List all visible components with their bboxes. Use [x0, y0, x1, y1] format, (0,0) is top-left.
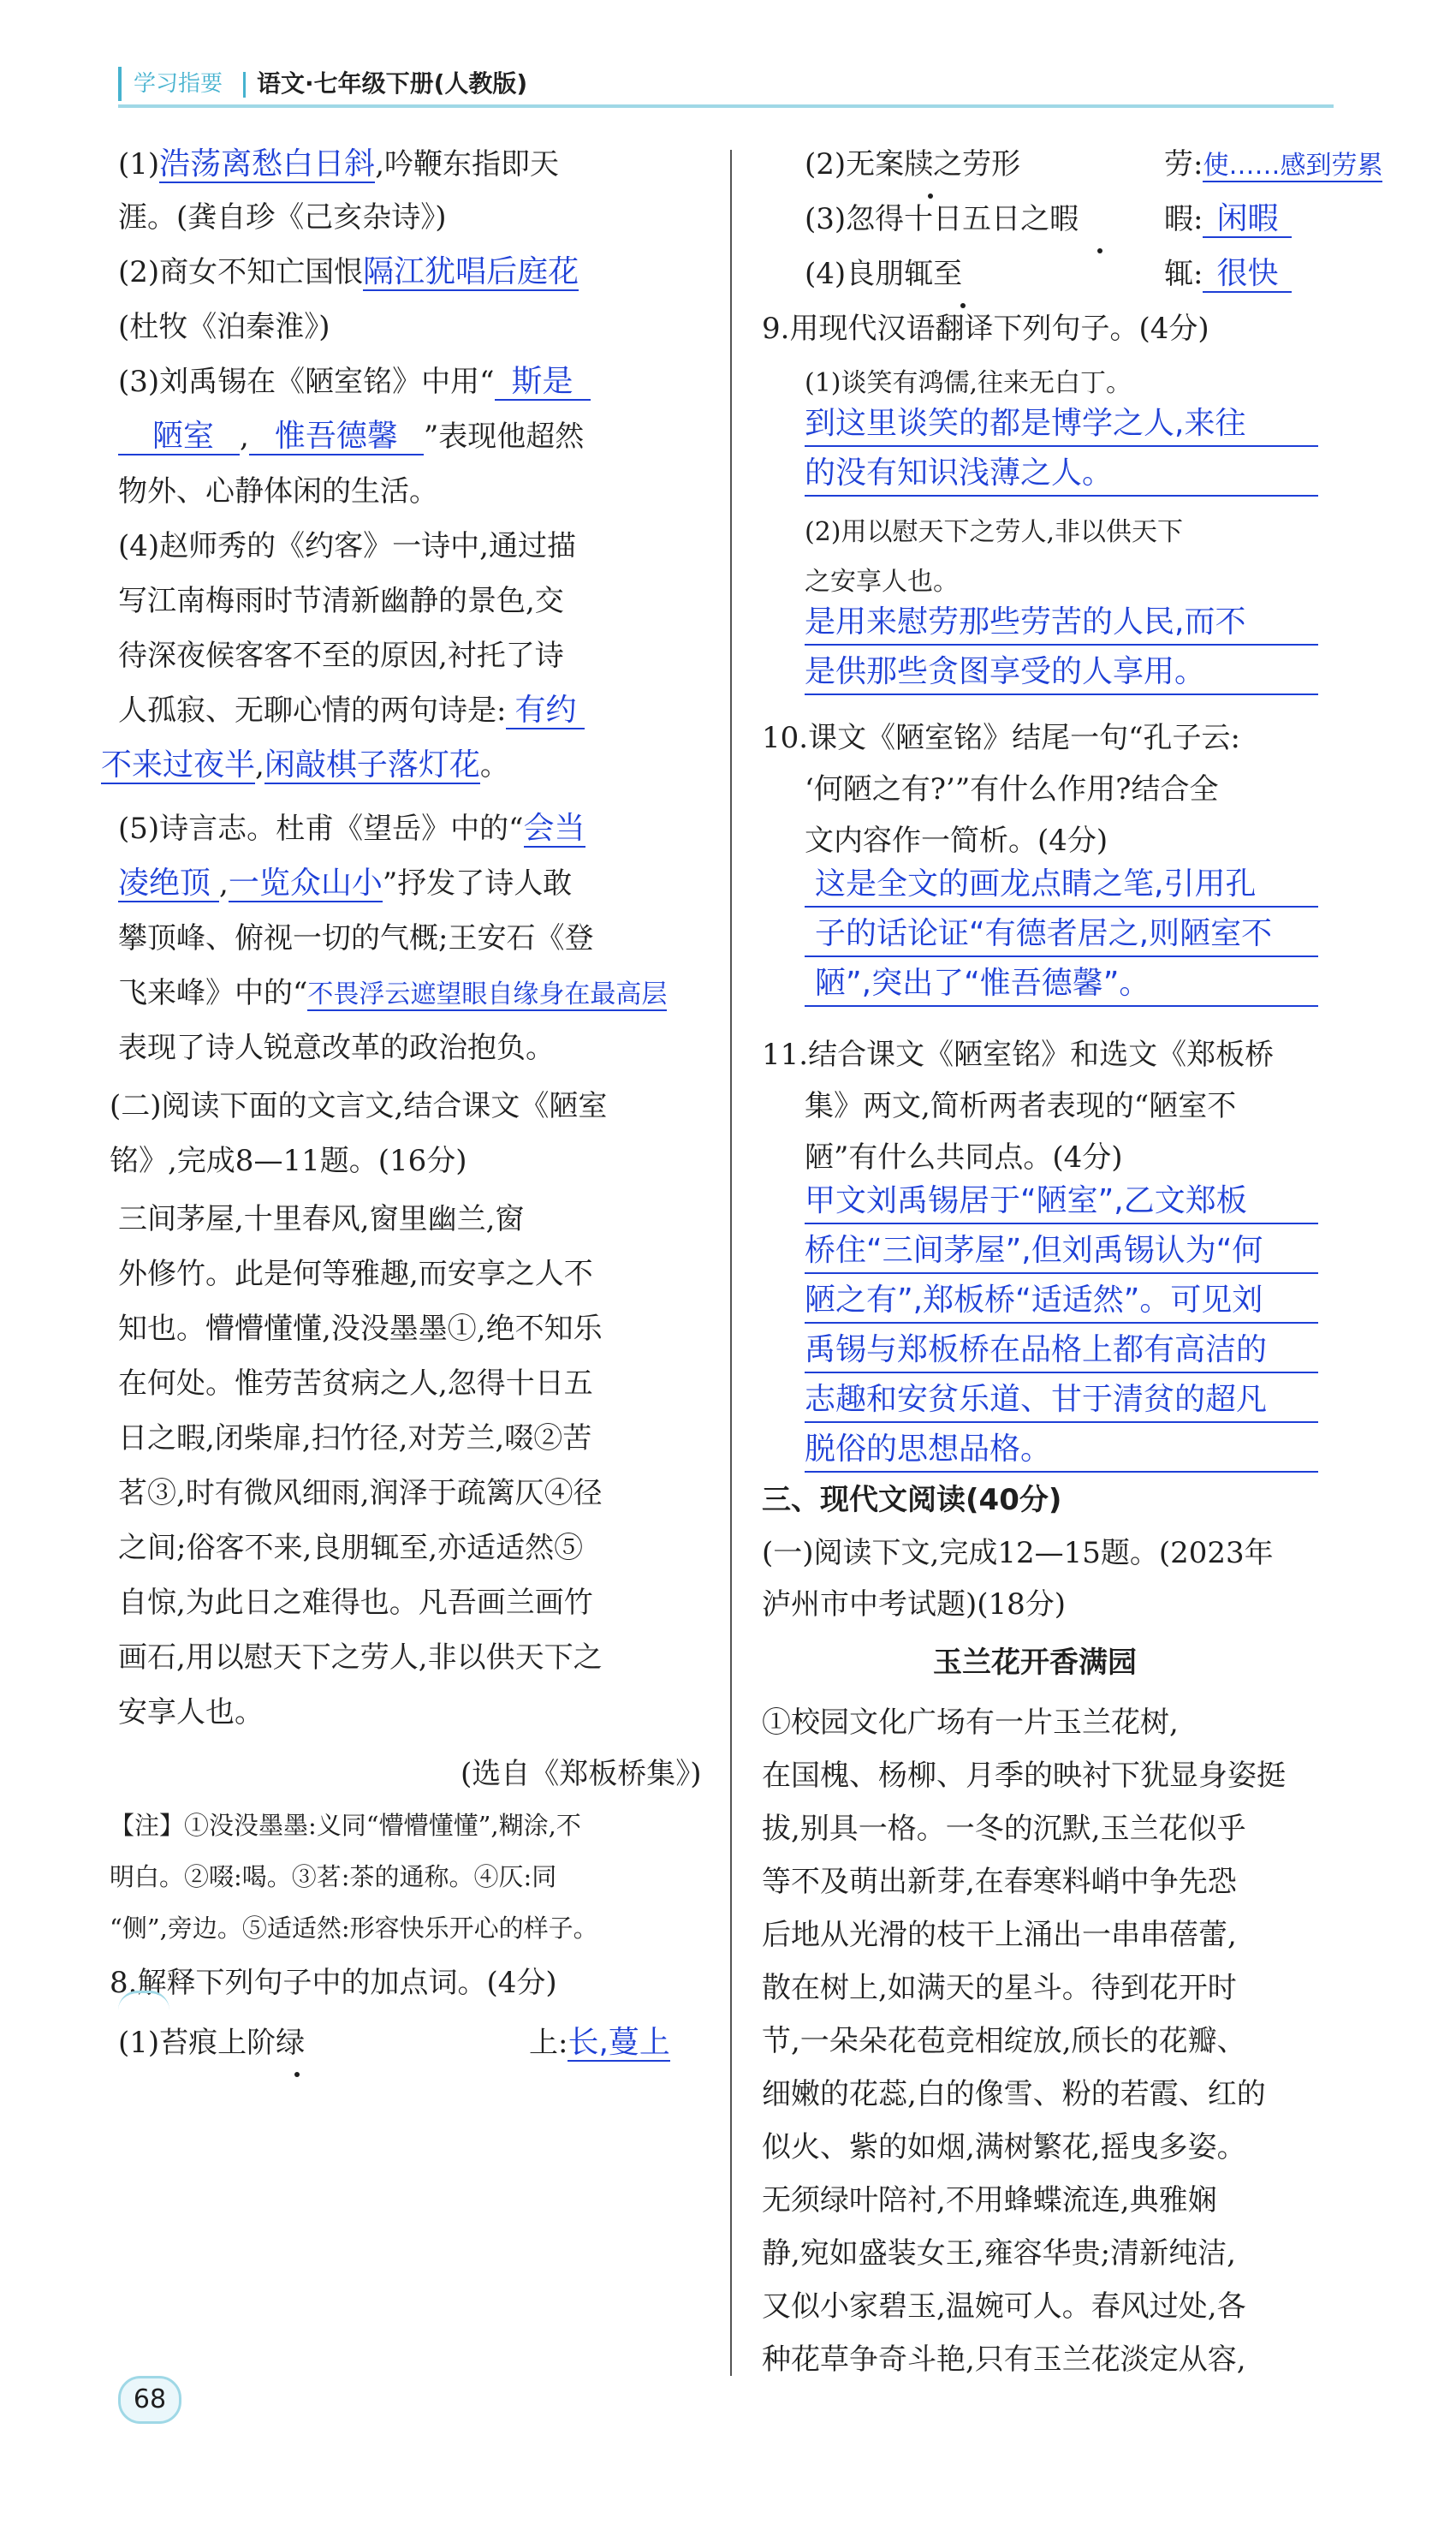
answer-underline [805, 495, 1318, 497]
text-line: 细嫩的花蕊,白的像雪、粉的若霞、红的 [762, 2077, 1266, 2111]
q8-heading: 8.解释下列句子中的加点词。(4分) [110, 1966, 557, 2000]
series-badge: 学习指要 [118, 67, 235, 101]
q4-line2: 写江南梅雨时节清新幽静的景色,交 [118, 584, 564, 618]
answer-text: 陋”,突出了“惟吾德馨”。 [815, 966, 1150, 1001]
q3-line1: (3)刘禹锡在《陋室铭》中用“ 斯是 [118, 363, 591, 401]
q11: 11.结合课文《陋室铭》和选文《郑板桥 [762, 1038, 1275, 1072]
answer-text: 陋室 [118, 419, 240, 455]
q3-line3: 物外、心静体闲的生活。 [118, 474, 438, 509]
answer-text: 长,蔓上 [568, 2025, 670, 2060]
answer-text: 使……感到劳累 [1203, 151, 1383, 181]
answer-underline [805, 694, 1318, 695]
q1-line: (1)浩荡离愁白日斜,吟鞭东指即天 [118, 146, 559, 182]
q2-line: (2)商女不知亡国恨隔江犹唱后庭花 [118, 254, 579, 289]
emphasis-dot [1097, 248, 1102, 253]
header-rule [118, 104, 1334, 108]
q8-2: (2)无案牍之劳形 [805, 147, 1021, 182]
text-line: 静,宛如盛装女王,雍容华贵;清新纯洁, [762, 2236, 1236, 2271]
answer-text: 会当 [523, 811, 585, 846]
answer-text: 子的话论证“有德者居之,则陋室不 [815, 916, 1273, 951]
emphasis-dot [294, 2072, 300, 2077]
answer-text: 有约 [506, 693, 585, 729]
section3-1: (一)阅读下文,完成12—15题。(2023年 [762, 1536, 1274, 1570]
answer-text: 这是全文的画龙点睛之笔,引用孔 [815, 866, 1257, 902]
column-divider [730, 150, 732, 2376]
answer-text: 禹锡与郑板桥在品格上都有高洁的 [805, 1332, 1268, 1367]
section2-line1: (二)阅读下面的文言文,结合课文《陋室 [110, 1089, 608, 1123]
answer-underline [805, 1005, 1318, 1007]
text-line: 种花草争奇斗艳,只有玉兰花淡定从容, [762, 2342, 1246, 2377]
text-line: 散在树上,如满天的星斗。待到花开时 [762, 1971, 1237, 2005]
section3-1: 泸州市中考试题)(18分) [762, 1587, 1067, 1622]
book-title: 语文·七年级下册(人教版) [257, 69, 528, 98]
answer-underline [805, 955, 1318, 957]
answer-text: 凌绝顶 [118, 866, 219, 902]
emphasis-dot [928, 193, 933, 199]
q4-line1: (4)赵师秀的《约客》一诗中,通过描 [118, 529, 576, 563]
answer-text: 惟吾德馨 [249, 419, 424, 455]
text-line: 知也。懵懵懂懂,没没墨墨①,绝不知乐 [118, 1312, 603, 1346]
q5-line3: 攀顶峰、俯视一切的气概;王安石《登 [118, 921, 594, 955]
q1-line2: 涯。(龚自珍《己亥杂诗》) [118, 200, 447, 235]
q5-line2: 凌绝顶 ,一览众山小”抒发了诗人敢 [118, 866, 573, 901]
text-line: ①校园文化广场有一片玉兰花树, [762, 1706, 1179, 1740]
text-line: 自惊,为此日之难得也。凡吾画兰画竹 [118, 1586, 593, 1620]
q8-1: (1)苔痕上阶绿 [118, 2026, 306, 2060]
text-line: 无须绿叶陪衬,不用蜂蝶流连,典雅娴 [762, 2183, 1217, 2217]
q8-2-word: 劳:使……感到劳累 [1164, 147, 1383, 182]
q9-2: 之安享人也。 [805, 567, 959, 597]
answer-underline [805, 1421, 1318, 1423]
answer-text: 很快 [1203, 256, 1292, 293]
q9-1: (1)谈笑有鸿儒,往来无白丁。 [805, 368, 1132, 398]
note-line: 【注】①没没墨墨:义同“懵懵懂懂”,糊涂,不 [110, 1811, 581, 1840]
q8-3-word: 暇: 闲暇 [1164, 200, 1292, 238]
answer-text: 的没有知识浅薄之人。 [805, 455, 1114, 491]
q2-line2: (杜牧《泊秦淮》) [118, 310, 330, 344]
q8-4: (4)良朋辄至 [805, 257, 963, 291]
q8-1-word: 上:长,蔓上 [529, 2025, 670, 2060]
answer-text: 闲暇 [1203, 201, 1292, 238]
answer-text: 一览众山小 [228, 866, 383, 901]
answer-text: 桥住“三间茅屋”,但刘禹锡认为“何 [805, 1233, 1263, 1268]
text-line: 似火、紫的如烟,满树繁花,摇曳多姿。 [762, 2130, 1246, 2164]
answer-text: 斯是 [495, 364, 591, 401]
note-line: “侧”,旁边。⑤适适然:形容快乐开心的样子。 [110, 1914, 598, 1943]
text-line: 画石,用以慰天下之劳人,非以供天下之 [118, 1640, 603, 1675]
text-line: 节,一朵朵花苞竞相绽放,颀长的花瓣、 [762, 2024, 1246, 2058]
answer-text: 不来过夜半 [101, 747, 256, 783]
q3-line2: 陋室 , 惟吾德馨 ”表现他超然 [118, 418, 584, 455]
header-separator [243, 72, 246, 98]
q10: ‘何陋之有?’”有什么作用?结合全 [805, 772, 1219, 807]
q5-line1: (5)诗言志。杜甫《望岳》中的“会当 [118, 811, 585, 846]
page-header [118, 67, 1334, 104]
answer-text: 隔江犹唱后庭花 [363, 254, 579, 289]
q8-4-word: 辄: 很快 [1164, 255, 1292, 293]
answer-underline [805, 1223, 1318, 1224]
text-line: 在何处。惟劳苦贫病之人,忽得十日五 [118, 1366, 593, 1401]
text-line: 茗③,时有微风细雨,润泽于疏篱仄④径 [118, 1476, 603, 1510]
q5-line5: 表现了诗人锐意改革的政治抱负。 [118, 1031, 555, 1065]
emphasis-dot [960, 303, 966, 308]
text-line: 之间;俗客不来,良朋辄至,亦适适然⑤ [118, 1531, 584, 1565]
section2-line2: 铭》,完成8—11题。(16分) [110, 1144, 467, 1178]
q4-line4: 人孤寂、无聊心情的两句诗是: 有约 [118, 692, 585, 729]
q4-line5: 不来过夜半,闲敲棋子落灯花。 [101, 747, 509, 783]
passage-source: (选自《郑板桥集》) [461, 1757, 702, 1791]
text-line: 又似小家碧玉,温婉可人。春风过处,各 [762, 2289, 1246, 2324]
text-line: 外修竹。此是何等雅趣,而安享之人不 [118, 1257, 593, 1291]
q11: 集》两文,简析两者表现的“陋室不 [805, 1089, 1237, 1123]
answer-underline [805, 1272, 1318, 1274]
answer-text: 浩荡离愁白日斜 [159, 146, 376, 182]
answer-underline [805, 1471, 1318, 1473]
q8-3: (3)忽得十日五日之暇 [805, 202, 1079, 236]
answer-underline [805, 1372, 1318, 1373]
q10: 文内容作一简析。(4分) [805, 824, 1108, 858]
q9-heading: 9.用现代汉语翻译下列句子。(4分) [762, 312, 1209, 346]
answer-text: 到这里谈笑的都是博学之人,来往 [805, 406, 1246, 441]
text-line: 日之暇,闭柴扉,扫竹径,对芳兰,啜②苦 [118, 1421, 592, 1455]
q4-line3: 待深夜候客客不至的原因,衬托了诗 [118, 639, 564, 673]
text-line: 在国槐、杨柳、月季的映衬下犹显身姿挺 [762, 1759, 1286, 1793]
q10: 10.课文《陋室铭》结尾一句“孔子云: [762, 721, 1240, 755]
text-line: 拔,别具一格。一冬的沉默,玉兰花似乎 [762, 1812, 1246, 1846]
note-line: 明白。②啜:喝。③茗:茶的通称。④仄:同 [110, 1862, 557, 1891]
answer-underline [805, 906, 1318, 908]
article-title: 玉兰花开香满园 [933, 1646, 1137, 1680]
section3-heading: 三、现代文阅读(40分) [762, 1483, 1062, 1517]
text-line: 后地从光滑的枝干上涌出一串串蓓蕾, [762, 1918, 1237, 1952]
answer-text: 志趣和安贫乐道、甘于清贫的超凡 [805, 1382, 1268, 1417]
text-line: 安享人也。 [118, 1695, 264, 1729]
answer-underline [805, 644, 1318, 646]
q5-line4: 飞来峰》中的“不畏浮云遮望眼自缘身在最高层 [118, 976, 668, 1010]
answer-underline [805, 1322, 1318, 1324]
q9-2: (2)用以慰天下之劳人,非以供天下 [805, 517, 1184, 547]
answer-text: 是供那些贪图享受的人享用。 [805, 654, 1206, 689]
answer-text: 是用来慰劳那些劳苦的人民,而不 [805, 604, 1246, 640]
q11: 陋”有什么共同点。(4分) [805, 1140, 1123, 1175]
answer-text: 不畏浮云遮望眼自缘身在最高层 [307, 979, 668, 1009]
answer-text: 甲文刘禹锡居于“陋室”,乙文郑板 [805, 1183, 1247, 1218]
answer-text: 脱俗的思想品格。 [805, 1432, 1052, 1467]
answer-underline [805, 445, 1318, 447]
text-line: 等不及萌出新芽,在春寒料峭中争先恐 [762, 1865, 1237, 1899]
page-number: 68 [118, 2376, 181, 2424]
answer-text: 闲敲棋子落灯花 [264, 747, 480, 783]
answer-text: 陋之有”,郑板桥“适适然”。可见刘 [805, 1283, 1263, 1318]
text-line: 三间茅屋,十里春风,窗里幽兰,窗 [118, 1202, 525, 1236]
